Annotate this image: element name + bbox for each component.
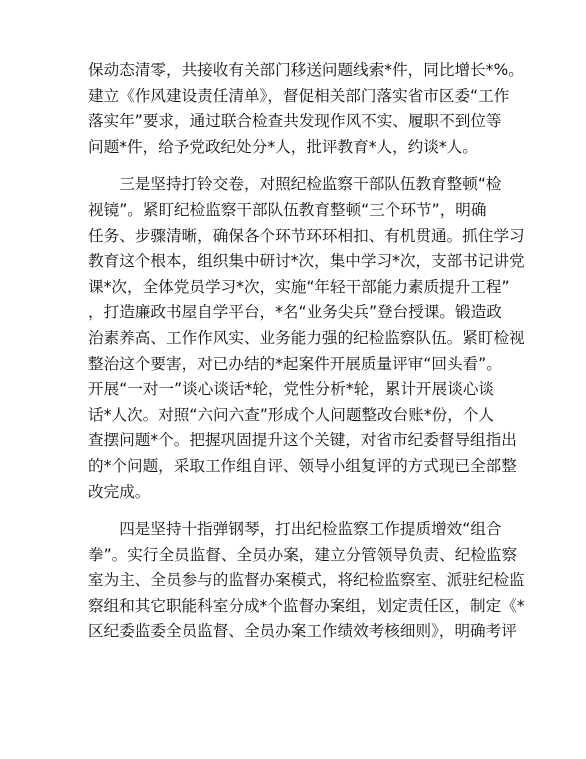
text-line: 问题*件，给予党政纪处分*人，批评教育*人，约谈*人。 — [88, 137, 478, 156]
text-line: 落实年”要求，通过联合检查共发现作风不实、履职不到位等 — [88, 112, 502, 131]
text-line: 区纪委监委全员监督、全员办案工作绩效考核细则》，明确考评 — [88, 622, 517, 641]
paragraph-3 — [88, 517, 525, 645]
text-line: 的*个问题，采取工作组自评、领导小组复评的方式现已全部整 — [88, 456, 517, 475]
text-line: 建立《作风建设责任清单》，督促相关部门落实省市区委“工作 — [88, 86, 510, 105]
text-line: 室为主、全员参与的监督办案模式，将纪检监察室、派驻纪检监 — [88, 571, 525, 590]
text-line: 整治这个要害，对已办结的*起案件开展质量评审“回头看”。 — [88, 354, 502, 373]
text-line: 四是坚持十指弹钢琴，打出纪检监察工作提质增效“组合 — [119, 520, 502, 539]
text-line: 治素养高、工作作风实、业务能力强的纪检监察队伍。紧盯检视 — [88, 328, 525, 347]
text-line: 保动态清零，共接收有关部门移送问题线索*件，同比增长*%。 — [88, 61, 524, 79]
text-line: 任务、步骤清晰，确保各个环节环环相扣、有机贯通。抓住学习 — [88, 226, 525, 245]
text-line: 拳”。实行全员监督、全员办案，建立分管领导负责、纪检监察 — [88, 545, 518, 564]
text-line: 话*人次。对照“六问六查”形成个人问题整改台账*份，个人 — [88, 405, 495, 424]
paragraph-1 — [88, 58, 524, 160]
document-body — [88, 58, 525, 657]
text-line: 查摆问题*个。把握巩固提升这个关键，对省市纪委督导组指出 — [88, 431, 517, 450]
text-line: 改完成。 — [88, 482, 151, 501]
text-line: 开展“一对一”谈心谈话*轮，党性分析*轮，累计开展谈心谈 — [88, 380, 495, 399]
text-line: 教育这个根本，组织集中研讨*次，集中学习*次，支部书记讲党 — [88, 252, 525, 271]
text-line: 三是坚持打铃交卷，对照纪检监察干部队伍教育整顿“检 — [119, 175, 502, 194]
text-line: 课*次，全体党员学习*次，实施“年轻干部能力素质提升工程” — [88, 277, 510, 296]
paragraph-2 — [88, 172, 525, 505]
text-line: 视镜”。紧盯纪检监察干部队伍教育整顿“三个环节”，明确 — [88, 200, 487, 219]
text-line: ，打造廉政书屋自学平台，*名“业务尖兵”登台授课。锻造政 — [88, 303, 502, 322]
text-line: 察组和其它职能科室分成*个监督办案组，划定责任区，制定《* — [88, 596, 525, 615]
